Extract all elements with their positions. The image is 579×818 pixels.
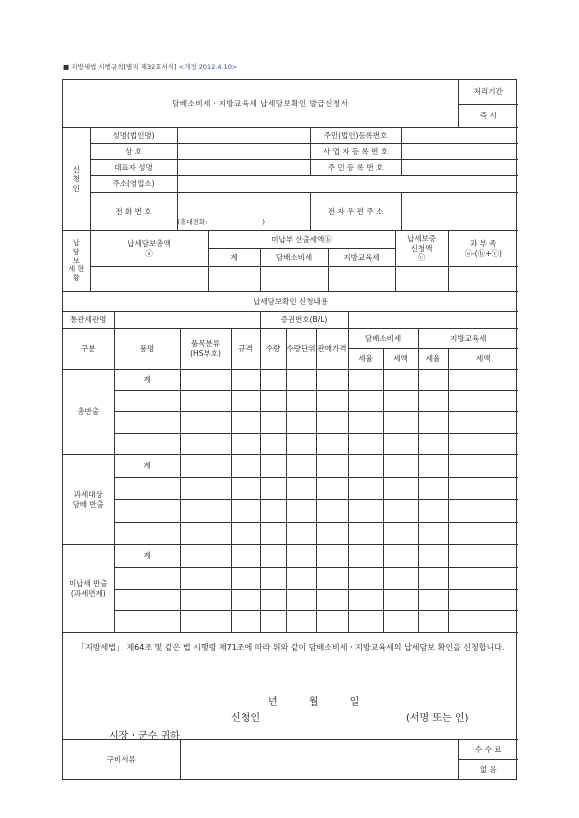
- table-cell[interactable]: [316, 522, 348, 544]
- table-cell[interactable]: [286, 567, 316, 589]
- table-cell[interactable]: [286, 412, 316, 433]
- table-cell[interactable]: [383, 590, 418, 611]
- table-cell[interactable]: [448, 433, 518, 454]
- table-cell[interactable]: [286, 522, 316, 544]
- col-item: 품명: [114, 328, 180, 369]
- table-cell[interactable]: [114, 412, 180, 433]
- mobile-close: ): [262, 217, 265, 226]
- rep-name-field[interactable]: [177, 160, 310, 176]
- table-cell[interactable]: [383, 391, 418, 412]
- phone-label: 전 화 번 호: [90, 193, 177, 231]
- date-line[interactable]: 년 월 일: [268, 697, 360, 708]
- customs-field[interactable]: [114, 312, 260, 328]
- table-cell[interactable]: [348, 567, 383, 589]
- table-cell[interactable]: [448, 567, 518, 589]
- group-label: 과세대상 담배 반출: [63, 455, 114, 545]
- table-cell[interactable]: [383, 545, 418, 567]
- table-cell[interactable]: [348, 369, 383, 390]
- processing-period-value: 즉 시: [458, 104, 518, 127]
- table-row: [63, 522, 518, 544]
- business-no-field[interactable]: [401, 144, 518, 160]
- bl-no-label: 증권번호(B/L): [260, 312, 348, 328]
- form-source: ■ 지방세법 시행규칙[별지 제32호서식]: [63, 63, 177, 71]
- table-cell[interactable]: [180, 412, 231, 433]
- table-cell[interactable]: [286, 391, 316, 412]
- unpaid-tobacco-label: 담배소비세: [260, 249, 328, 267]
- address-field[interactable]: [177, 176, 518, 193]
- table-cell[interactable]: [348, 611, 383, 633]
- application-form: [62, 79, 517, 780]
- table-cell[interactable]: [231, 611, 260, 633]
- table-row: [63, 477, 518, 499]
- business-no-label: 사 업 자 등 록 번 호: [310, 144, 401, 160]
- col-hs-code: 품목분류 (HS부호): [180, 328, 231, 369]
- table-cell[interactable]: [260, 567, 286, 589]
- footer-section: [63, 739, 518, 780]
- fee-label: 수 수 료: [458, 740, 518, 760]
- table-row: [63, 412, 518, 433]
- unpaid-tobacco-field[interactable]: [260, 267, 328, 292]
- table-cell[interactable]: [114, 567, 180, 589]
- applicant-sign-label: 신청인: [231, 713, 260, 724]
- applicant-reg-no-field[interactable]: [401, 128, 518, 144]
- security-section-label: 납 담 보 세 현 황: [63, 231, 90, 292]
- group-sum-label: 계: [114, 455, 180, 477]
- table-cell[interactable]: [418, 477, 448, 499]
- table-row: [63, 433, 518, 454]
- table-cell[interactable]: [316, 611, 348, 633]
- trade-name-label: 상 호: [90, 144, 177, 160]
- table-cell[interactable]: [231, 391, 260, 412]
- table-cell[interactable]: [114, 522, 180, 544]
- table-cell[interactable]: [383, 500, 418, 522]
- table-cell[interactable]: [180, 545, 231, 567]
- table-cell[interactable]: [418, 391, 448, 412]
- table-cell[interactable]: [231, 590, 260, 611]
- applicant-section: [63, 127, 518, 231]
- table-cell[interactable]: [448, 611, 518, 633]
- table-cell[interactable]: [348, 522, 383, 544]
- table-cell[interactable]: [348, 412, 383, 433]
- table-cell[interactable]: [316, 433, 348, 454]
- table-cell[interactable]: [260, 369, 286, 390]
- table-cell[interactable]: [316, 545, 348, 567]
- table-cell[interactable]: [286, 590, 316, 611]
- table-cell[interactable]: [348, 391, 383, 412]
- detail-heading: 납세담보확인 신청내용: [63, 292, 518, 312]
- table-cell[interactable]: [383, 477, 418, 499]
- address-label: 주소(영업소): [90, 176, 177, 193]
- table-cell[interactable]: [231, 477, 260, 499]
- table-cell[interactable]: [418, 433, 448, 454]
- form-revision: <개정 2012.4.10>: [178, 63, 238, 71]
- table-cell[interactable]: [448, 412, 518, 433]
- table-cell[interactable]: [114, 590, 180, 611]
- addressee: 시장ㆍ군수 귀하: [109, 731, 180, 742]
- applicant-name-field[interactable]: [177, 128, 310, 144]
- detail-body: [63, 369, 518, 632]
- declaration-text: 「지방세법」 제64조 및 같은 법 시행령 제71조에 따라 위와 같이 담배소비세ㆍ지방교육세의 납세담보 확인을 신청합니다.: [77, 643, 505, 652]
- table-cell[interactable]: [383, 567, 418, 589]
- col-edu-rate: 세율: [418, 349, 448, 369]
- table-cell[interactable]: [316, 500, 348, 522]
- table-cell[interactable]: [286, 369, 316, 390]
- detail-section: [63, 291, 518, 633]
- table-cell[interactable]: [448, 369, 518, 390]
- table-cell[interactable]: [180, 590, 231, 611]
- table-cell[interactable]: [180, 522, 231, 544]
- table-cell[interactable]: [316, 567, 348, 589]
- unpaid-edu-label: 지방교육세: [328, 249, 395, 267]
- table-cell[interactable]: [348, 545, 383, 567]
- table-cell[interactable]: [114, 500, 180, 522]
- table-cell[interactable]: [180, 611, 231, 633]
- table-cell[interactable]: [180, 567, 231, 589]
- table-cell[interactable]: [260, 522, 286, 544]
- table-row: [63, 369, 518, 390]
- table-cell[interactable]: [260, 611, 286, 633]
- total-security-mark: ⓐ: [145, 248, 153, 258]
- table-cell[interactable]: [180, 500, 231, 522]
- table-cell[interactable]: [260, 412, 286, 433]
- table-cell[interactable]: [418, 412, 448, 433]
- certificate-amount-label: 납세보증 신청액 ⓒ: [395, 231, 448, 267]
- unpaid-tax-label: 미납부 산출세액ⓑ: [208, 231, 395, 249]
- col-edu-tax: 지방교육세: [418, 328, 518, 348]
- group-label: 총반출: [63, 369, 114, 455]
- table-cell[interactable]: [348, 590, 383, 611]
- table-cell[interactable]: [260, 391, 286, 412]
- documents-field[interactable]: [180, 740, 458, 780]
- table-cell[interactable]: [448, 590, 518, 611]
- table-cell[interactable]: [418, 611, 448, 633]
- table-row: [63, 500, 518, 522]
- security-status-section: [63, 230, 518, 292]
- postal-label: 전 자 우 편 주 소: [310, 193, 401, 231]
- table-cell[interactable]: [418, 567, 448, 589]
- mobile-label: (휴대전화:: [177, 217, 208, 226]
- table-cell[interactable]: [383, 522, 418, 544]
- rep-name-label: 대표자 성명: [90, 160, 177, 176]
- table-cell[interactable]: [448, 455, 518, 477]
- group-sum-label: 계: [114, 369, 180, 390]
- table-cell[interactable]: [260, 433, 286, 454]
- table-cell[interactable]: [348, 500, 383, 522]
- table-cell[interactable]: [286, 545, 316, 567]
- table-cell[interactable]: [418, 369, 448, 390]
- table-cell[interactable]: [260, 590, 286, 611]
- table-cell[interactable]: [231, 567, 260, 589]
- table-cell[interactable]: [114, 477, 180, 499]
- unpaid-sum-field[interactable]: [208, 267, 260, 292]
- table-cell[interactable]: [180, 433, 231, 454]
- table-row: [63, 391, 518, 412]
- col-qty-unit: 수량단위: [286, 328, 316, 369]
- table-cell[interactable]: [231, 455, 260, 477]
- applicant-section-label: 신 청 인: [63, 128, 90, 231]
- fee-value: 없 음: [458, 760, 518, 780]
- table-cell[interactable]: [286, 611, 316, 633]
- total-security-field[interactable]: [90, 267, 208, 292]
- table-cell[interactable]: [316, 455, 348, 477]
- applicant-reg-no-label: 주민(법인)등록번호: [310, 128, 401, 144]
- table-cell[interactable]: [418, 590, 448, 611]
- table-cell[interactable]: [418, 545, 448, 567]
- postal-field[interactable]: [401, 193, 518, 231]
- rep-reg-no-label: 주 민 등 록 번 호: [310, 160, 401, 176]
- declaration-block: [63, 633, 518, 742]
- table-cell[interactable]: [316, 412, 348, 433]
- table-cell[interactable]: [180, 391, 231, 412]
- table-cell[interactable]: [348, 477, 383, 499]
- table-row: [63, 545, 518, 567]
- col-tobacco-amount: 세액: [383, 349, 418, 369]
- table-cell[interactable]: [286, 500, 316, 522]
- table-cell[interactable]: [316, 477, 348, 499]
- table-cell[interactable]: [448, 391, 518, 412]
- table-cell[interactable]: [418, 455, 448, 477]
- col-tobacco-tax: 담배소비세: [348, 328, 418, 348]
- table-cell[interactable]: [383, 412, 418, 433]
- table-cell[interactable]: [448, 545, 518, 567]
- table-cell[interactable]: [180, 455, 231, 477]
- col-qty: 수량: [260, 328, 286, 369]
- documents-label: 구비서류: [63, 740, 180, 780]
- table-cell[interactable]: [180, 369, 231, 390]
- table-cell[interactable]: [114, 611, 180, 633]
- table-cell[interactable]: [418, 522, 448, 544]
- over-under-label: 과 부 족 ⓐ-(ⓑ+ⓒ): [448, 231, 518, 267]
- processing-period-label: 처리기간: [458, 80, 518, 104]
- table-cell[interactable]: [348, 455, 383, 477]
- table-cell[interactable]: [231, 433, 260, 454]
- total-security-title: 납세담보총액: [127, 239, 171, 249]
- group-label: 미납세 반출 (과세면제): [63, 545, 114, 633]
- table-cell[interactable]: [260, 477, 286, 499]
- phone-field[interactable]: [177, 193, 310, 231]
- table-cell[interactable]: [383, 369, 418, 390]
- table-row: [63, 455, 518, 477]
- certificate-amount-field[interactable]: [395, 267, 448, 292]
- signature-field[interactable]: (서명 또는 인): [406, 713, 469, 724]
- table-cell[interactable]: [383, 433, 418, 454]
- trade-name-field[interactable]: [177, 144, 310, 160]
- title-block: [63, 80, 518, 128]
- table-cell[interactable]: [231, 412, 260, 433]
- table-cell[interactable]: [286, 477, 316, 499]
- group-sum-label: 계: [114, 545, 180, 567]
- table-cell[interactable]: [448, 500, 518, 522]
- table-cell[interactable]: [383, 455, 418, 477]
- col-tobacco-rate: 세율: [348, 349, 383, 369]
- table-cell[interactable]: [383, 611, 418, 633]
- total-security-label: [90, 231, 208, 267]
- form-title: 담배소비세ㆍ지방교육세 납세담보확인 발급신청서: [63, 80, 458, 127]
- table-row: [63, 567, 518, 589]
- table-cell[interactable]: [316, 391, 348, 412]
- over-under-field[interactable]: [448, 267, 518, 292]
- table-cell[interactable]: [260, 500, 286, 522]
- table-cell[interactable]: [180, 477, 231, 499]
- table-cell[interactable]: [316, 369, 348, 390]
- form-header: [63, 62, 237, 71]
- col-edu-amount: 세액: [448, 349, 518, 369]
- table-cell[interactable]: [286, 455, 316, 477]
- table-cell[interactable]: [231, 369, 260, 390]
- customs-label: 통관세관명: [63, 312, 114, 328]
- col-division: 구분: [63, 328, 114, 369]
- table-cell[interactable]: [448, 477, 518, 499]
- table-cell[interactable]: [260, 545, 286, 567]
- applicant-name-label: 성명(법인명): [90, 128, 177, 144]
- col-spec: 규격: [231, 328, 260, 369]
- table-cell[interactable]: [348, 433, 383, 454]
- table-cell[interactable]: [316, 590, 348, 611]
- table-cell[interactable]: [448, 522, 518, 544]
- table-cell[interactable]: [231, 545, 260, 567]
- table-cell[interactable]: [114, 391, 180, 412]
- table-row: [63, 611, 518, 633]
- table-cell[interactable]: [260, 455, 286, 477]
- unpaid-sum-label: 계: [208, 249, 260, 267]
- col-price: 판매가격: [316, 328, 348, 369]
- unpaid-edu-field[interactable]: [328, 267, 395, 292]
- table-row: [63, 590, 518, 611]
- table-cell[interactable]: [286, 433, 316, 454]
- rep-reg-no-field[interactable]: [401, 160, 518, 176]
- table-cell[interactable]: [231, 500, 260, 522]
- bl-no-field[interactable]: [348, 312, 518, 328]
- table-cell[interactable]: [231, 522, 260, 544]
- table-cell[interactable]: [418, 500, 448, 522]
- table-cell[interactable]: [114, 433, 180, 454]
